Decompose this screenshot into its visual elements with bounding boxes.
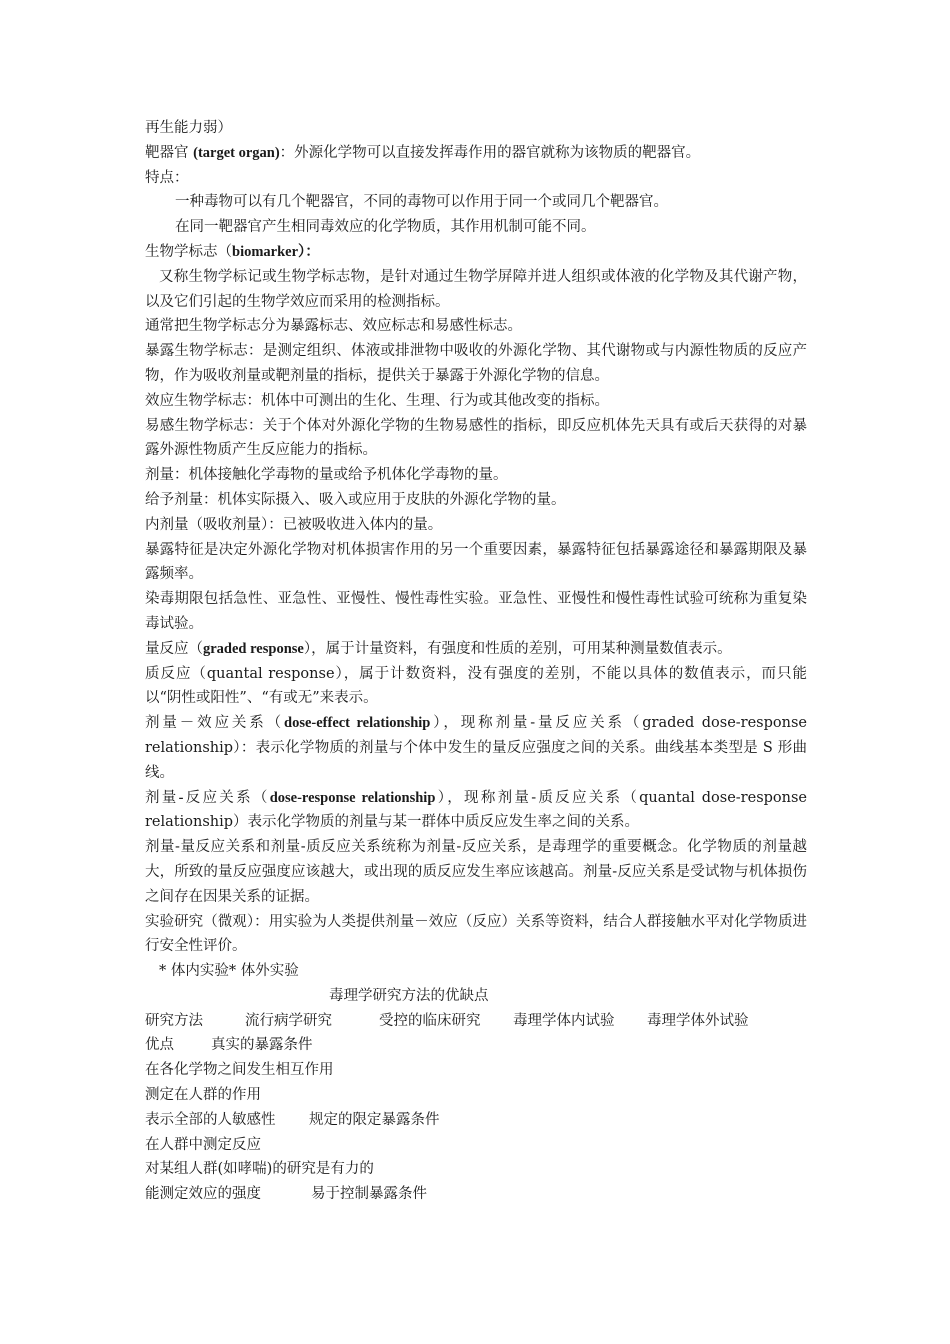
- term: 剂量－效应关系（: [145, 715, 284, 732]
- definition-text: ），现称剂量-量反应关系（graded dose-response relationship）：表示化学物质的剂量与个体中发生的量反应强度之间的关系。曲线基本类型是 S 形曲线。: [145, 715, 808, 781]
- paragraph: 剂量-量反应关系和剂量-质反应关系统称为剂量-反应关系，是毒理学的重要概念。化学物质的剂量越大，所致的量反应强度应该越大，或出现的质反应发生率应该越高。剂量-反应关系是受试物与机体损伤之间存在因果关系的证据。: [145, 839, 807, 905]
- paragraph: 染毒期限包括急性、亚急性、亚慢性、慢性毒性实验。亚急性、亚慢性和慢性毒性试验可统称为重复染毒试验。: [145, 591, 807, 632]
- punctuation: ）：: [298, 243, 320, 260]
- table-cell: 毒理学体内试验: [513, 1012, 615, 1029]
- term-english: biomarker: [232, 243, 299, 260]
- definition-text: ），现称剂量-质反应关系（quantal dose-response relationship）表示化学物质的剂量与某一群体中质反应发生率之间的关系。: [145, 789, 808, 831]
- definition-text: ），属于计量资料，有强度和性质的差别，可用某种测量数值表示。: [303, 640, 732, 657]
- table-row: [145, 1108, 807, 1133]
- paragraph: 实验研究（微观）：用实验为人类提供剂量－效应（反应）关系等资料，结合人群接触水平对化学物质进行安全性评价。: [145, 913, 807, 955]
- table-row: [145, 1182, 807, 1207]
- document-page: [145, 116, 807, 1207]
- graded-response-line: [145, 637, 807, 662]
- table-title: 毒理学研究方法的优缺点: [329, 987, 489, 1004]
- text-line: 特点：: [145, 169, 189, 186]
- term: 量反应（: [145, 640, 203, 657]
- paragraph: 又称生物学标记或生物学标志物，是针对通过生物学屏障并进人组织或体液的化学物及其代谢产物，以及它们引起的生物学效应而采用的检测指标。: [145, 268, 807, 310]
- term-hyphen: -: [178, 789, 184, 806]
- text-line: * 体内实验* 体外实验: [159, 963, 299, 980]
- paragraph: 质反应（quantal response），属于计数资料，没有强度的差别，不能以具体的数值表示，而只能以“阴性或阳性”、“有或无”来表示。: [145, 665, 807, 707]
- text-line: 再生能力弱）: [145, 120, 232, 136]
- paragraph: 暴露生物学标志：是测定组织、体液或排泄物中吸收的外源化学物、其代谢物或与内源性物质的反应产物，作为吸收剂量或靶剂量的指标，提供关于暴露于外源化学物的信息。: [145, 343, 807, 384]
- term: 生物学标志（: [145, 243, 232, 260]
- table-header-row: [145, 1009, 807, 1034]
- term: 靶器官: [145, 144, 189, 161]
- text-line: 效应生物学标志：机体中可测出的生化、生理、行为或其他改变的指标。: [145, 392, 609, 409]
- dose-response-paragraph: [145, 786, 807, 836]
- term-english: graded response: [203, 640, 304, 657]
- text-line: 通常把生物学标志分为暴露标志、效应标志和易感性标志。: [145, 318, 522, 335]
- text-line: 一种毒物可以有几个靶器官，不同的毒物可以作用于同一个或同几个靶器官。: [175, 194, 668, 211]
- table-cell: 真实的暴露条件: [211, 1037, 313, 1054]
- table-cell: 受控的临床研究: [379, 1012, 481, 1029]
- table-row: 对某组人群(如哮喘)的研究是有力的: [145, 1161, 374, 1178]
- biomarker-heading: [145, 240, 807, 265]
- term: 剂量: [145, 789, 179, 806]
- term-english: dose-effect relationship: [284, 715, 431, 732]
- table-cell: 研究方法: [145, 1012, 203, 1029]
- table-cell: 易于控制暴露条件: [311, 1186, 427, 1203]
- dose-effect-paragraph: [145, 711, 807, 785]
- table-cell: 优点: [145, 1037, 174, 1054]
- table-row: 在人群中测定反应: [145, 1136, 261, 1153]
- text-line: 内剂量（吸收剂量）：已被吸收进入体内的量。: [145, 516, 443, 533]
- term: 反应关系（: [183, 789, 270, 806]
- target-organ-definition: [145, 141, 807, 166]
- table-cell: 流行病学研究: [245, 1012, 332, 1029]
- text-line: 给予剂量：机体实际摄入、吸入或应用于皮肤的外源化学物的量。: [145, 491, 566, 508]
- table-row: [145, 1033, 807, 1058]
- term-english: dose-response relationship: [269, 789, 436, 806]
- paragraph: 易感生物学标志：关于个体对外源化学物的生物易感性的指标，即反应机体先天具有或后天获得的对暴露外源性物质产生反应能力的指标。: [145, 417, 807, 459]
- text-line: 剂量：机体接触化学毒物的量或给予机体化学毒物的量。: [145, 467, 508, 484]
- table-cell: 能测定效应的强度: [145, 1186, 261, 1203]
- table-cell: 表示全部的人敏感性: [145, 1111, 276, 1128]
- table-cell: 规定的限定暴露条件: [309, 1111, 440, 1128]
- term-english: (target organ): [193, 144, 280, 161]
- paragraph: 暴露特征是决定外源化学物对机体损害作用的另一个重要因素，暴露特征包括暴露途径和暴露期限及暴露频率。: [145, 541, 807, 583]
- definition-text: ：外源化学物可以直接发挥毒作用的器官就称为该物质的靶器官。: [279, 144, 701, 161]
- table-row: 测定在人群的作用: [145, 1087, 261, 1104]
- table-cell: 毒理学体外试验: [647, 1012, 749, 1029]
- text-line: 在同一靶器官产生相同毒效应的化学物质，其作用机制可能不同。: [175, 219, 596, 236]
- table-row: 在各化学物之间发生相互作用: [145, 1062, 334, 1079]
